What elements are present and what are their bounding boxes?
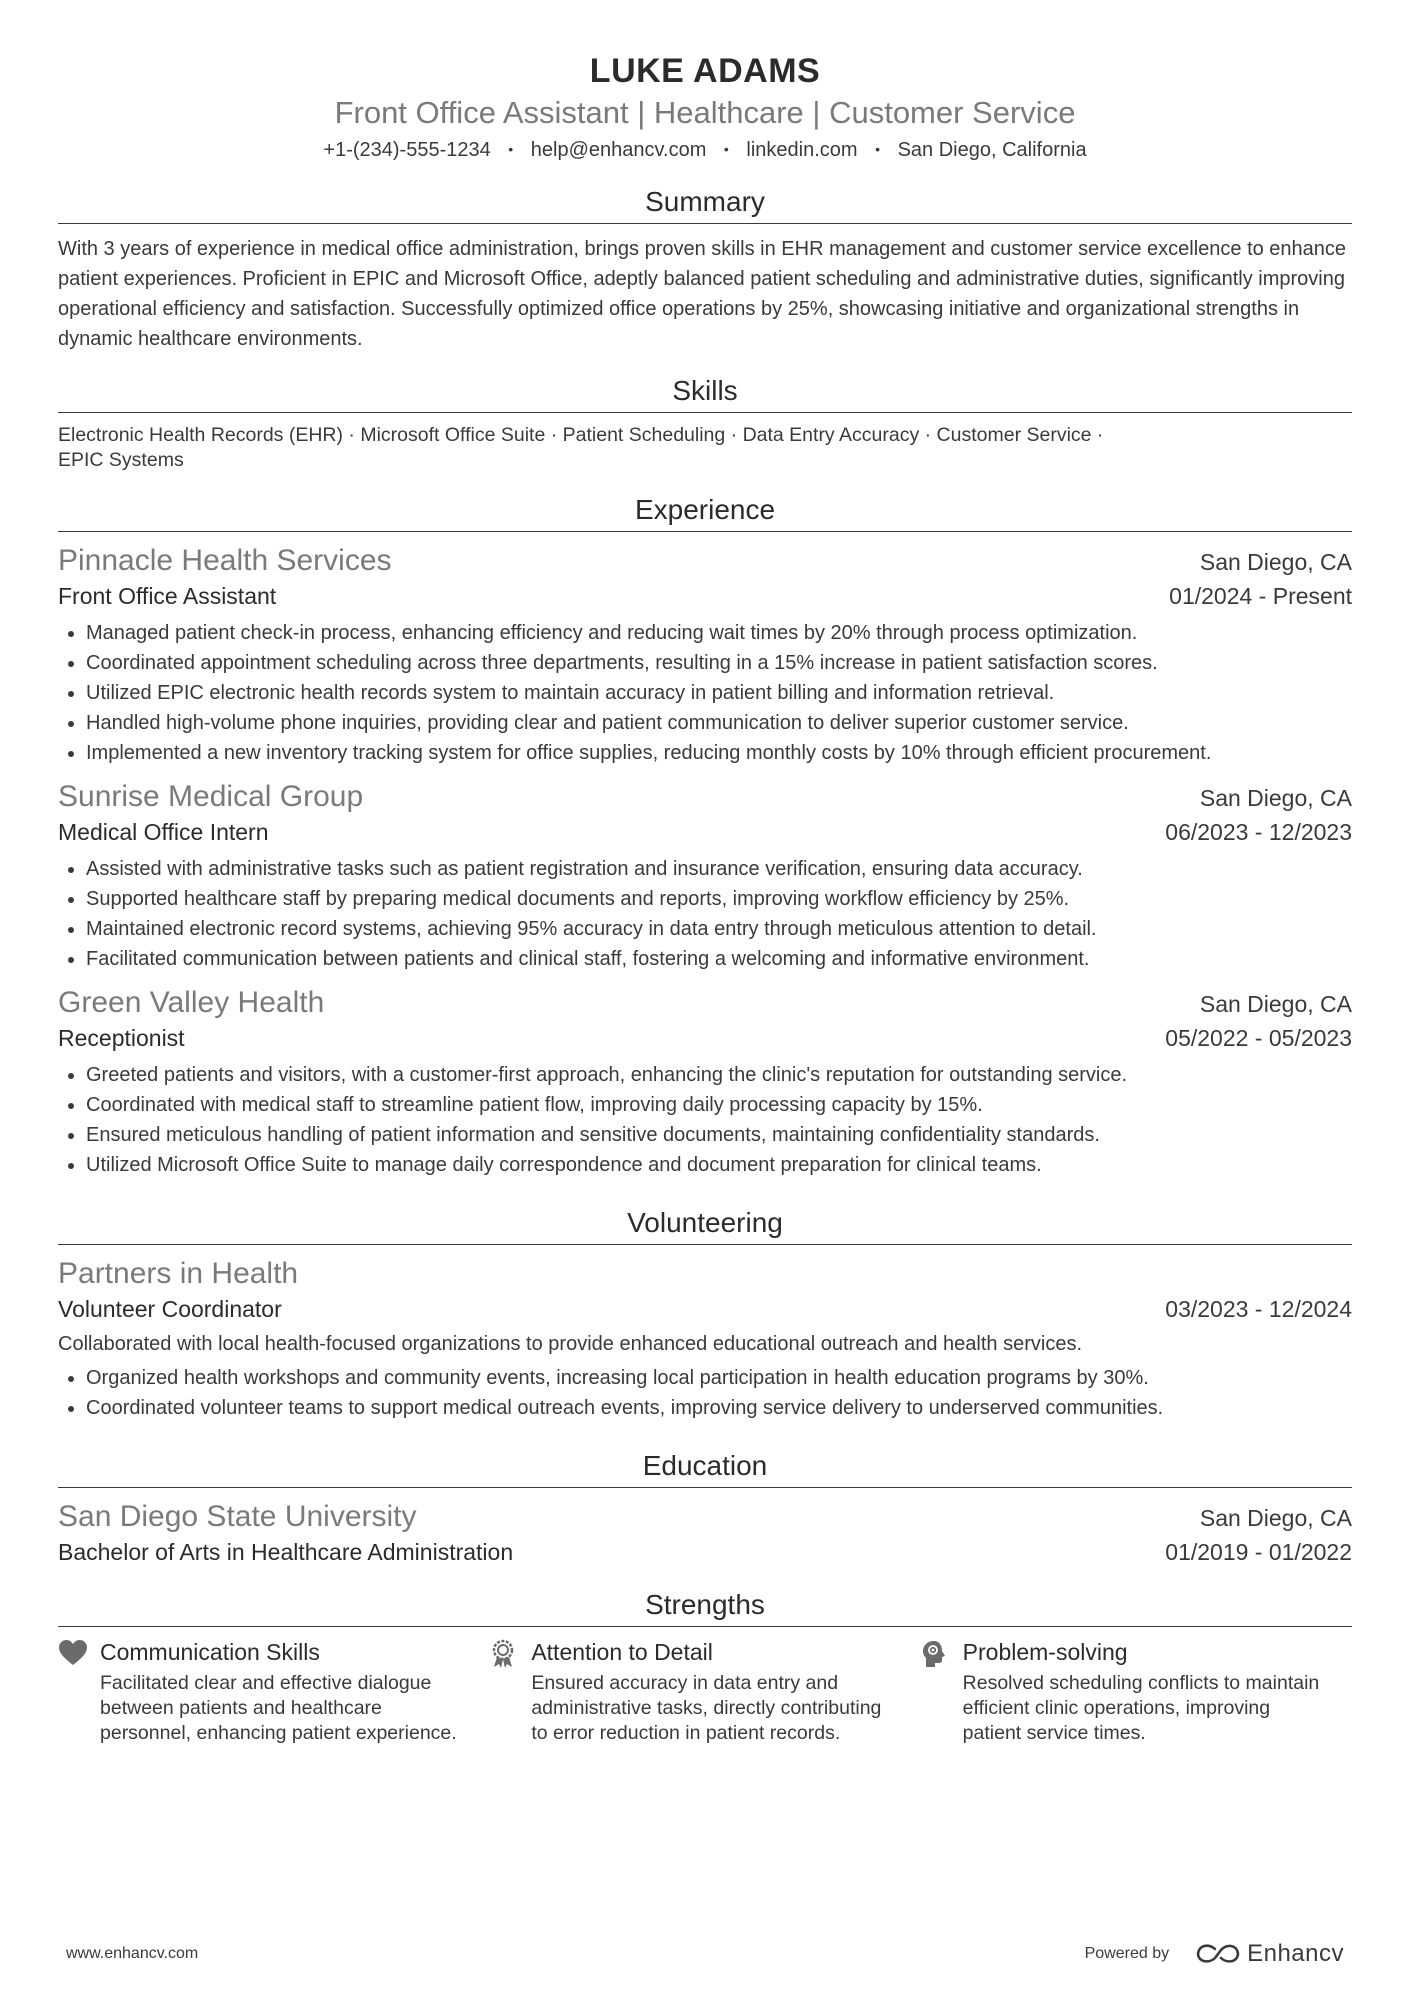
experience-location: San Diego, CA <box>1199 991 1352 1017</box>
volunteering-bullets <box>58 1363 1352 1423</box>
experience-bullet: • Assisted with administrative tasks such as patient registration and insurance verification, ensuring data accuracy. <box>86 854 1352 884</box>
footer-website[interactable]: www.enhancv.com <box>66 1945 199 1962</box>
summary-section <box>58 185 1352 354</box>
strengths-heading: Strengths <box>58 1588 1352 1627</box>
experience-bullet: • Ensured meticulous handling of patient information and sensitive documents, maintaining confidentiality standards. <box>86 1120 1352 1150</box>
volunteering-dates: 03/2023 - 12/2024 <box>1165 1296 1352 1322</box>
volunteering-entry <box>58 1255 1352 1423</box>
strengths-section <box>58 1588 1352 1746</box>
experience-dates: 05/2022 - 05/2023 <box>1165 1025 1352 1051</box>
footer-branding <box>1085 1940 1344 1968</box>
volunteering-section <box>58 1206 1352 1423</box>
strengths-list <box>58 1637 1352 1746</box>
experience-bullet: • Implemented a new inventory tracking system for office supplies, reducing monthly costs by 10% through efficient procurement. <box>86 738 1352 768</box>
experience-entry <box>58 778 1352 974</box>
experience-location: San Diego, CA <box>1199 549 1352 575</box>
experience-role: Medical Office Intern <box>58 819 269 845</box>
skills-heading: Skills <box>58 374 1352 413</box>
experience-entry <box>58 542 1352 768</box>
contact-email[interactable]: help@enhancv.com <box>530 139 707 161</box>
contact-location: San Diego, California <box>897 139 1087 161</box>
strength-title: Attention to Detail <box>531 1639 713 1665</box>
resume-header <box>58 50 1352 163</box>
experience-location: San Diego, CA <box>1199 785 1352 811</box>
award-icon <box>489 1637 531 1746</box>
skills-list-line-1: Electronic Health Records (EHR) · Microsoft Office Suite · Patient Scheduling · Data Entry Accuracy · Customer Service · <box>58 424 1104 446</box>
skills-section <box>58 374 1352 473</box>
powered-by-label: Powered by <box>1084 1945 1170 1962</box>
experience-bullet: • Handled high-volume phone inquiries, providing clear and patient communication to deliver superior customer service. <box>86 708 1352 738</box>
heart-icon-graphic <box>58 1639 88 1667</box>
contact-line <box>58 136 1352 163</box>
contact-separator: • <box>508 141 514 157</box>
experience-bullet: • Managed patient check-in process, enhancing efficiency and reducing wait times by 20% through process optimization. <box>86 618 1352 648</box>
experience-bullet: • Coordinated with medical staff to streamline patient flow, improving daily processing capacity by 15%. <box>86 1090 1352 1120</box>
experience-entry <box>58 984 1352 1180</box>
strength-item <box>921 1637 1352 1746</box>
experience-bullets <box>58 618 1352 768</box>
experience-bullet: • Coordinated appointment scheduling across three departments, resulting in a 15% increase in patient satisfaction scores. <box>86 648 1352 678</box>
contact-linkedin[interactable]: linkedin.com <box>746 139 858 161</box>
volunteering-description: Collaborated with local health-focused organizations to provide enhanced educational outreach and health services. <box>58 1333 1082 1355</box>
experience-bullets <box>58 854 1352 974</box>
experience-bullet: • Utilized Microsoft Office Suite to manage daily correspondence and document preparation for clinical teams. <box>86 1150 1352 1180</box>
experience-bullet: • Greeted patients and visitors, with a customer-first approach, enhancing the clinic's reputation for outstanding service. <box>86 1060 1352 1090</box>
education-entry <box>58 1498 1352 1568</box>
page-footer <box>66 1940 1344 1968</box>
education-school: San Diego State University <box>58 1500 417 1533</box>
heart-icon <box>58 1637 100 1746</box>
brain-icon <box>921 1637 963 1746</box>
strength-description: Ensured accuracy in data entry and administrative tasks, directly contributing to error reduction in patient records. <box>531 1672 882 1744</box>
experience-role: Front Office Assistant <box>58 583 277 609</box>
strength-item <box>58 1637 489 1746</box>
experience-bullet: • Facilitated communication between patients and clinical staff, fostering a welcoming and informative environment. <box>86 944 1352 974</box>
experience-role: Receptionist <box>58 1025 185 1051</box>
education-degree: Bachelor of Arts in Healthcare Administration <box>58 1539 514 1565</box>
experience-bullet: • Maintained electronic record systems, achieving 95% accuracy in data entry through meticulous attention to detail. <box>86 914 1352 944</box>
education-heading: Education <box>58 1449 1352 1488</box>
experience-heading: Experience <box>58 493 1352 532</box>
experience-bullet: • Supported healthcare staff by preparing medical documents and reports, improving workflow efficiency by 25%. <box>86 884 1352 914</box>
strength-title: Problem-solving <box>962 1639 1128 1665</box>
volunteering-bullet: • Organized health workshops and community events, increasing local participation in health education programs by 30%. <box>86 1363 1352 1393</box>
experience-bullets <box>58 1060 1352 1180</box>
experience-company: Sunrise Medical Group <box>58 780 364 813</box>
strength-description: Facilitated clear and effective dialogue between patients and healthcare personnel, enhancing patient experience. <box>100 1672 457 1744</box>
volunteering-heading: Volunteering <box>58 1206 1352 1245</box>
education-location: San Diego, CA <box>1199 1505 1352 1531</box>
strength-item <box>489 1637 920 1746</box>
experience-company: Green Valley Health <box>58 986 325 1019</box>
volunteering-organization: Partners in Health <box>58 1257 299 1290</box>
education-section <box>58 1449 1352 1568</box>
skills-list-line-2: EPIC Systems <box>58 449 184 471</box>
candidate-title: Front Office Assistant | Healthcare | Customer Service <box>334 95 1076 130</box>
contact-phone: +1-(234)-555-1234 <box>323 139 491 161</box>
contact-separator: • <box>875 141 881 157</box>
award-icon-graphic <box>489 1639 517 1669</box>
experience-dates: 06/2023 - 12/2023 <box>1165 819 1352 845</box>
experience-section <box>58 493 1352 1180</box>
strength-title: Communication Skills <box>100 1639 320 1665</box>
candidate-name: LUKE ADAMS <box>589 52 821 90</box>
summary-heading: Summary <box>58 185 1352 224</box>
contact-separator: • <box>723 141 729 157</box>
experience-company: Pinnacle Health Services <box>58 544 392 577</box>
summary-text: With 3 years of experience in medical office administration, brings proven skills in EHR management and customer service excellence to enhance patient experiences. Proficient in EPIC and Microsoft Office, adeptly balanced patient scheduling and administrative duties, significantly improving operational efficiency and satisfaction. Successfully optimized office operations by 25%, showcasing initiative and organizational strengths in dynamic healthcare environments. <box>58 238 1347 350</box>
education-dates: 01/2019 - 01/2022 <box>1165 1539 1352 1565</box>
experience-dates: 01/2024 - Present <box>1169 583 1352 609</box>
experience-bullet: • Utilized EPIC electronic health records system to maintain accuracy in patient billing and information retrieval. <box>86 678 1352 708</box>
volunteering-role: Volunteer Coordinator <box>58 1296 282 1322</box>
enhancv-logo-icon <box>1195 1943 1241 1965</box>
enhancv-brand: Enhancv <box>1247 1940 1344 1967</box>
volunteering-bullet: • Coordinated volunteer teams to support medical outreach events, improving service delivery to underserved communities. <box>86 1393 1352 1423</box>
brain-icon-graphic <box>921 1639 949 1669</box>
strength-description: Resolved scheduling conflicts to maintain efficient clinic operations, improving patient service times. <box>962 1672 1320 1744</box>
